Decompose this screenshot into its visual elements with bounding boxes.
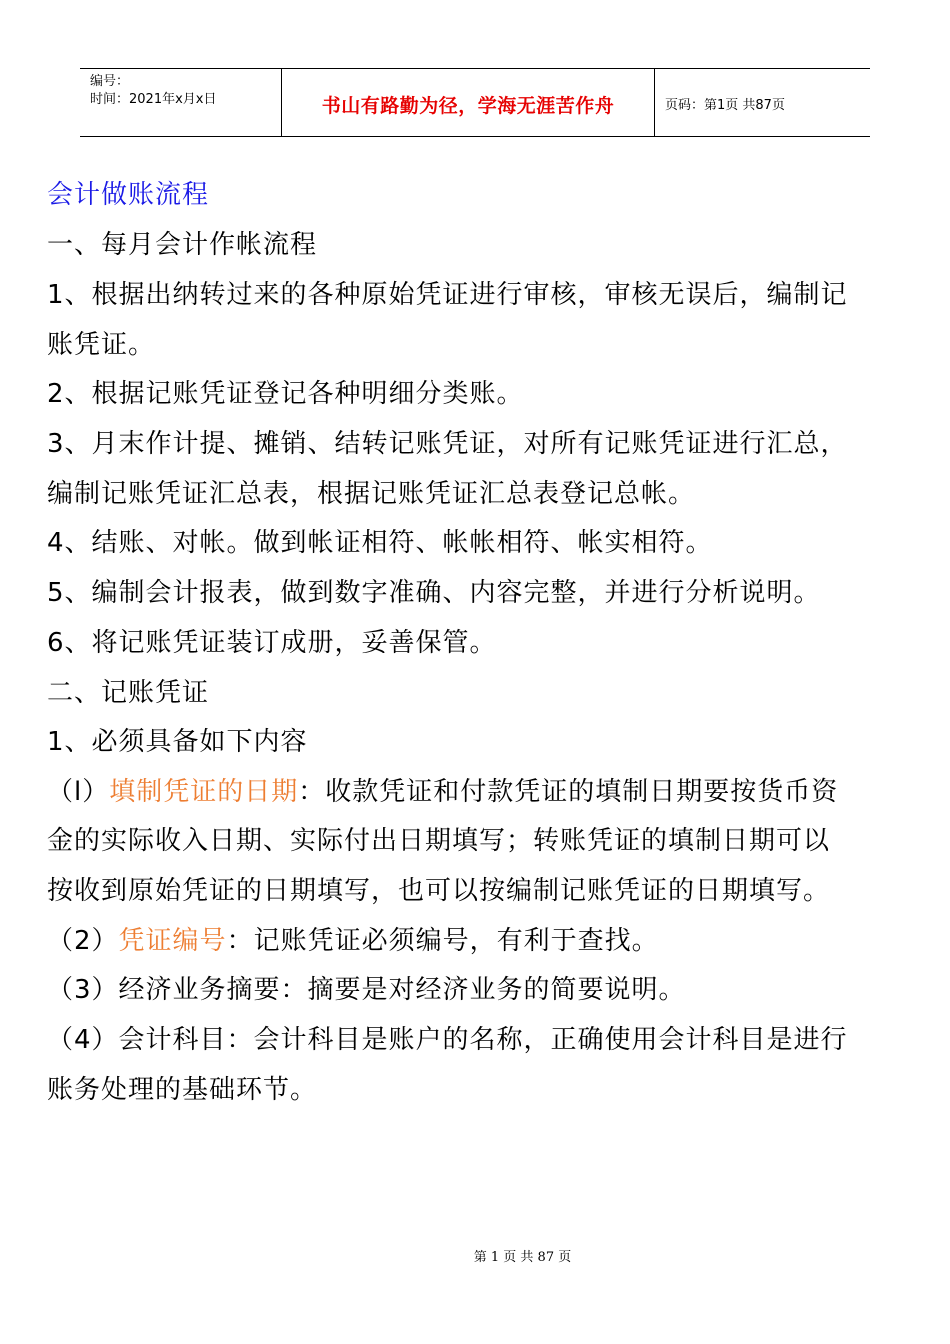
p2-prefix: （2） — [47, 926, 119, 956]
date-label: 时间：2021年x月x日 — [90, 92, 217, 107]
footer-page-number: 第 1 页 共 87 页 — [473, 1250, 572, 1265]
p4-line1: （4）会计科目：会计科目是账户的名称，正确使用会计科目是进行 — [47, 1025, 848, 1055]
sub1: 1、必须具备如下内容 — [47, 727, 308, 757]
number-label: 编号： — [90, 74, 130, 89]
header-meta-cell — [80, 69, 282, 136]
section2-heading: 二、记账凭证 — [47, 678, 210, 708]
p2-highlight: 凭证编号 — [118, 926, 227, 956]
p2-rest: ：记账凭证必须编号，有利于查找。 — [226, 926, 659, 956]
motto-text: 书山有路勤为径，学海无涯苦作舟 — [321, 95, 615, 117]
p4-line2: 账务处理的基础环节。 — [47, 1075, 318, 1105]
item1-line1: 1、根据出纳转过来的各种原始凭证进行审核，审核无误后，编制记 — [47, 280, 848, 310]
item3-line1: 3、月末作计提、摊销、结转记账凭证，对所有记账凭证进行汇总， — [47, 429, 848, 459]
item3-line2: 编制记账凭证汇总表，根据记账凭证汇总表登记总帐。 — [47, 479, 696, 509]
p1-prefix: （l） — [47, 777, 110, 807]
page-footer — [0, 1246, 950, 1265]
p2 — [47, 916, 659, 966]
item4: 4、结账、对帐。做到帐证相符、帐帐相符、帐实相符。 — [47, 528, 713, 558]
p1-line2: 金的实际收入日期、实际付出日期填写；转账凭证的填制日期可以 — [47, 826, 831, 856]
header-motto-cell — [282, 69, 655, 136]
p1-highlight: 填制凭证的日期 — [109, 777, 299, 807]
item5: 5、编制会计报表，做到数字准确、内容完整，并进行分析说明。 — [47, 578, 821, 608]
p1-rest: ：收款凭证和付款凭证的填制日期要按货币资 — [298, 777, 839, 807]
section1-heading: 一、每月会计作帐流程 — [47, 230, 318, 260]
item6: 6、将记账凭证装订成册，妥善保管。 — [47, 628, 497, 658]
header-page-cell — [655, 69, 870, 136]
item1-line2: 账凭证。 — [47, 330, 156, 360]
doc-title: 会计做账流程 — [47, 180, 210, 210]
p1-line1 — [47, 767, 838, 817]
document-header — [80, 68, 870, 137]
p3: （3）经济业务摘要：摘要是对经济业务的简要说明。 — [47, 975, 686, 1005]
p1-line3: 按收到原始凭证的日期填写，也可以按编制记账凭证的日期填写。 — [47, 876, 831, 906]
page-label: 页码：第1页 共87页 — [665, 98, 785, 113]
item2: 2、根据记账凭证登记各种明细分类账。 — [47, 379, 524, 409]
